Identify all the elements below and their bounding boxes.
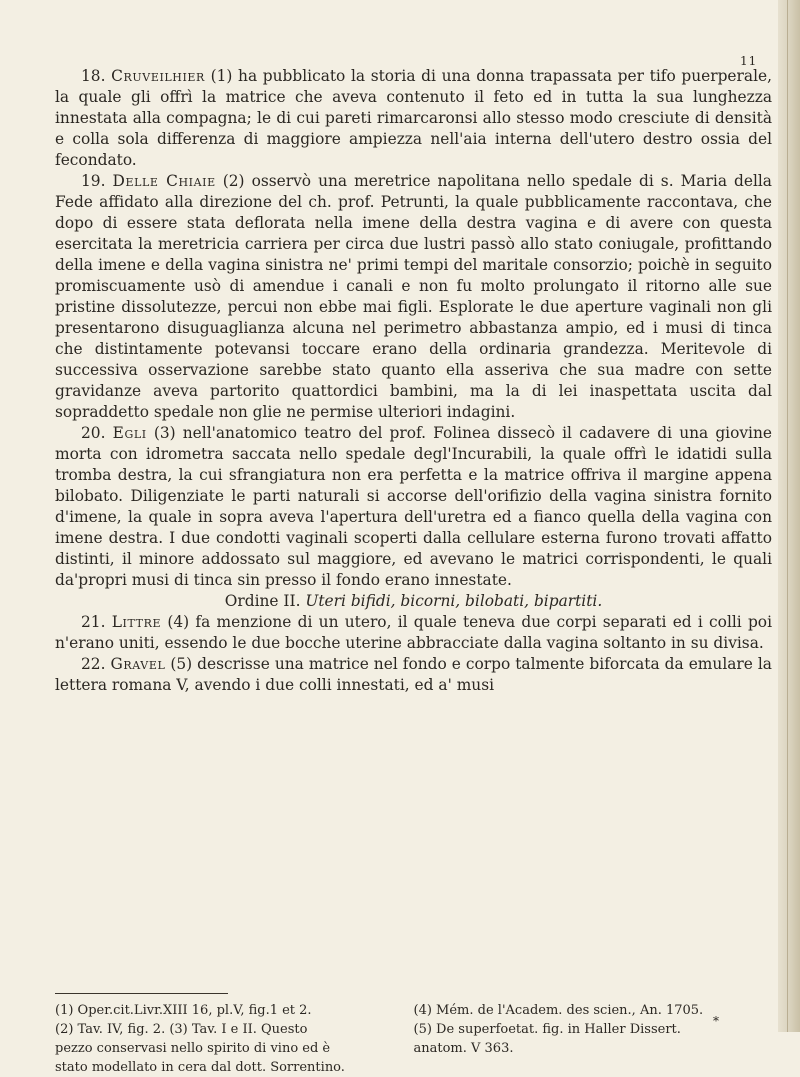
footnote-left: (1) Oper.cit.Livr.XIII 16, pl.V, fig.1 et 2. <box>55 1003 312 1018</box>
paragraph-body: (3) nell'anatomico teatro del prof. Folinea dissecò il cadavere di una giovine morta con idrometra saccata nello spedale degl'Incurabili, la quale offrì le idatidi sulla tromba destra, la cui sfrangiatura non era perfetta e la matrice offriva il margine appena bilobato. Diligenziate le parti naturali si accorse dell'orifizio della vagina sinistra fornito d'imene, la quale in sopra aveva l'apertura dell'uretra ed a fianco quella della vagina con imene destra. I due condotti vaginali scoperti dalla cellulare esterna furono trovati affatto distinti, il minore addossato sul maggiore, ed avevano le matrici corrispondenti, le quali da'propri musi di tinca sin presso il fondo erano innestate. <box>55 424 772 589</box>
paragraph-19 <box>55 171 772 423</box>
author-name: Gravel <box>110 655 166 673</box>
page-edge <box>778 0 800 1032</box>
footnote-right: anatom. V 363. <box>413 1041 514 1056</box>
order-heading-prefix: Ordine II. <box>224 592 301 610</box>
paragraph-body: (4) fa menzione di un utero, il quale teneva due corpi separati ed i colli poi n'erano uniti, essendo le due bocche uterine abbracciate dalla vagina soltanto in su divisa. <box>55 613 772 652</box>
footnote-right: (5) De superfoetat. fig. in Haller Dissert. <box>413 1022 681 1037</box>
paragraph-number: 20. <box>81 424 106 442</box>
body-text <box>55 66 772 696</box>
author-name: Littre <box>111 613 162 631</box>
author-name: Cruveilhier <box>111 67 205 85</box>
paragraph-body: (1) ha pubblicato la storia di una donna trapassata per tifo puerperale, la quale gli offrì la matrice che aveva contenuto il feto ed in tutta la sua lunghezza innestata alla compagna; le di cui pareti rimarcaronsi allo stesso modo cresciute di densità e colla sola differenza di maggiore ampiezza nell'aia interna dell'utero destro ossia del fecondato. <box>55 67 772 169</box>
paragraph-number: 22. <box>81 655 106 673</box>
footnote-right <box>414 1058 773 1077</box>
footnotes <box>55 1001 772 1077</box>
paragraph-20 <box>55 423 772 591</box>
order-heading <box>55 591 772 612</box>
footnote-row <box>55 1001 772 1020</box>
footnote-row <box>55 1039 772 1058</box>
order-heading-title: Uteri bifidi, bicorni, bilobati, bipartiti. <box>305 592 603 610</box>
paragraph-number: 19. <box>81 172 106 190</box>
page-number: 11 <box>740 54 758 68</box>
paragraph-body: (2) osservò una meretrice napolitana nello spedale di s. Maria della Fede affidato alla direzione del ch. prof. Petrunti, la quale pubblicamente raccontava, che dopo di essere stata deflorata nella imene della destra vagina e di avere con questa esercitata la meretricia carriera per circa due lustri passò allo stato coniugale, profittando della imene e della vagina sinistra ne' primi tempi del maritale consorzio; poichè in seguito promiscuamente usò di amendue i canali e non fu molto prolungato il ritorno alle sue pristine dissolutezze, percui non ebbe mai figli. Esplorate le due aperture vaginali non gli presentarono disuguaglianza alcuna nel perimetro abbastanza ampio, ed i musi di tinca che distintamente potevansi toccare erano della ordinaria grandezza. Meritevole di successiva osservazione sarebbe stato quanto ella asseriva che sua madre con sette gravidanze aveva partorito quattordici bambini, ma la di lei inaspettata uscita dal sopraddetto spedale non glie ne permise ulteriori indagini. <box>55 172 772 421</box>
page-edge-line <box>787 0 788 1032</box>
footnote-left: pezzo conservasi nello spirito di vino ed è <box>55 1041 331 1056</box>
author-name: Egli <box>112 424 147 442</box>
footnote-row <box>55 1058 772 1077</box>
author-name: Delle Chiaie <box>112 172 216 190</box>
paragraph-number: 18. <box>81 67 106 85</box>
footnote-left: (2) Tav. IV, fig. 2. (3) Tav. I e II. Questo <box>55 1022 308 1037</box>
footnote-left: stato modellato in cera dal dott. Sorrentino. <box>55 1060 345 1075</box>
paragraph-body: (5) descrisse una matrice nel fondo e corpo talmente biforcata da emulare la lettera romana V, avendo i due colli innestati, ed a' musi <box>55 655 772 694</box>
paragraph-21 <box>55 612 772 654</box>
footnote-right: (4) Mém. de l'Academ. des scien., An. 1705. <box>413 1003 704 1018</box>
footnote-rule <box>55 993 228 994</box>
signature-mark: * <box>713 1014 719 1028</box>
paragraph-22 <box>55 654 772 696</box>
paragraph-number: 21. <box>81 613 106 631</box>
paragraph-18 <box>55 66 772 171</box>
footnote-row <box>55 1020 772 1039</box>
